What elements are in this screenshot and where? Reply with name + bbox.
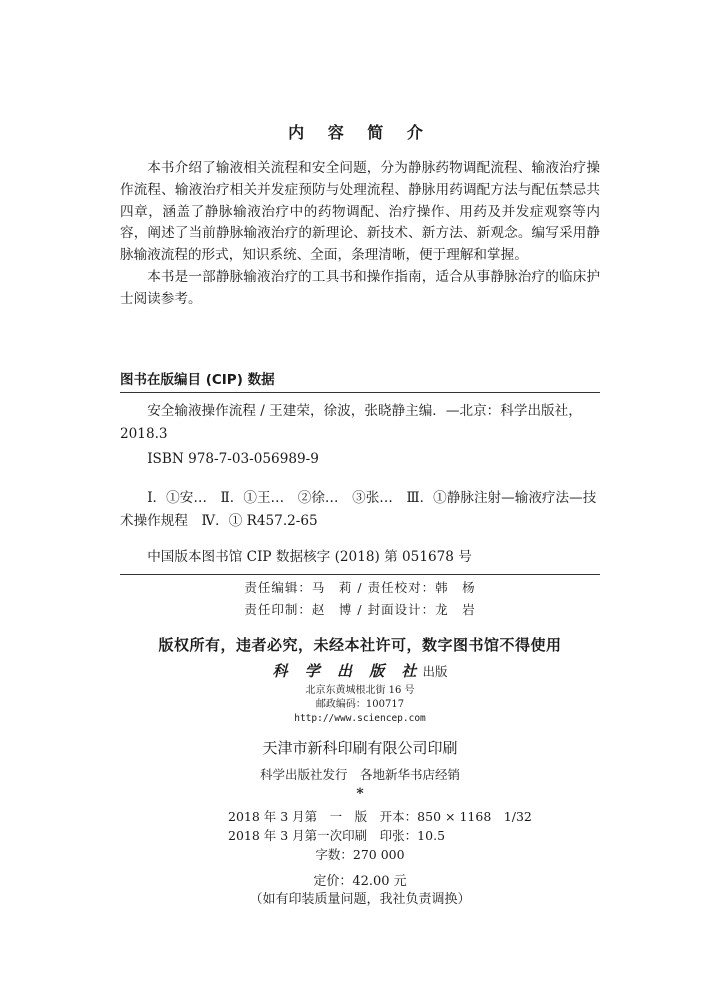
quality-note: （如有印装质量问题，我社负责调换） — [249, 892, 471, 907]
word-count: 字数：270 000 — [315, 847, 405, 862]
separator-star: * — [356, 786, 364, 802]
cip-classification-block — [120, 487, 600, 533]
cip-heading: 图书在版编目 (CIP) 数据 — [120, 372, 275, 388]
intro-paragraph-1: 本书介绍了输液相关流程和安全问题，分为静脉药物调配流程、输液治疗操作流程、输液治疗相关并发症预防与处理流程、静脉用药调配方法与配伍禁忌共四章，涵盖了静脉输液治疗中的药物调配、治疗操作、用药及并发症观察等内容，阐述了当前静脉输液治疗的新理论、新技术、新方法、新观念。编写采用静脉输液流程的形式，知识系统、全面，条理清晰，便于理解和掌握。 — [120, 160, 600, 264]
price-label: 定价： — [313, 874, 353, 889]
price-line — [0, 870, 720, 889]
price-value: 42.00 元 — [352, 874, 407, 889]
cip-number-block — [120, 546, 600, 569]
cip-top-rule — [120, 392, 600, 393]
edition-line: 2018 年 3 月第 一 版 开本：850 × 1168 1/32 — [228, 809, 532, 824]
publisher-line — [0, 660, 720, 681]
distribution-line: 科学出版社发行 各地新华书店经销 — [259, 767, 460, 782]
printer-line: 天津市新科印刷有限公司印刷 — [262, 739, 458, 757]
credits-block — [120, 577, 600, 621]
cip-number: 中国版本图书馆 CIP 数据核字 (2018) 第 051678 号 — [147, 549, 472, 565]
cip-isbn: ISBN 978-7-03-056989-9 — [147, 451, 319, 467]
credits-print-row: 责任印制：赵 博 / 封面设计：龙 岩 — [244, 602, 476, 617]
cip-classification: Ⅰ．①安… Ⅱ．①王… ②徐… ③张… Ⅲ．①静脉注射—输液疗法—技术操作规程 Ⅳ．① R457.2-65 — [120, 490, 597, 529]
page-title: 内 容 简 介 — [288, 123, 432, 142]
intro-section — [120, 158, 600, 311]
cip-bottom-rule — [120, 574, 600, 575]
cip-entry-block — [120, 400, 600, 471]
cip-entry: 安全输液操作流程 / 王建荣，徐波，张晓静主编．—北京：科学出版社，2018.3 — [120, 403, 582, 442]
publisher-suffix: 出版 — [422, 664, 448, 679]
copyright-notice: 版权所有，违者必究，未经本社许可，数字图书馆不得使用 — [158, 636, 562, 654]
publisher-logo-text: 科 学 出 版 社 — [272, 662, 423, 680]
intro-paragraph-2: 本书是一部静脉输液治疗的工具书和操作指南，适合从事静脉治疗的临床护士阅读参考。 — [120, 268, 600, 307]
publisher-address: 北京东黄城根北街 16 号 — [305, 685, 415, 696]
credits-editor-row: 责任编辑：马 莉 / 责任校对：韩 杨 — [244, 580, 476, 595]
publisher-url: http://www.sciencep.com — [294, 713, 426, 724]
publisher-postcode: 邮政编码：100717 — [315, 699, 405, 710]
printing-line: 2018 年 3 月第一次印刷 印张：10.5 — [228, 828, 446, 843]
